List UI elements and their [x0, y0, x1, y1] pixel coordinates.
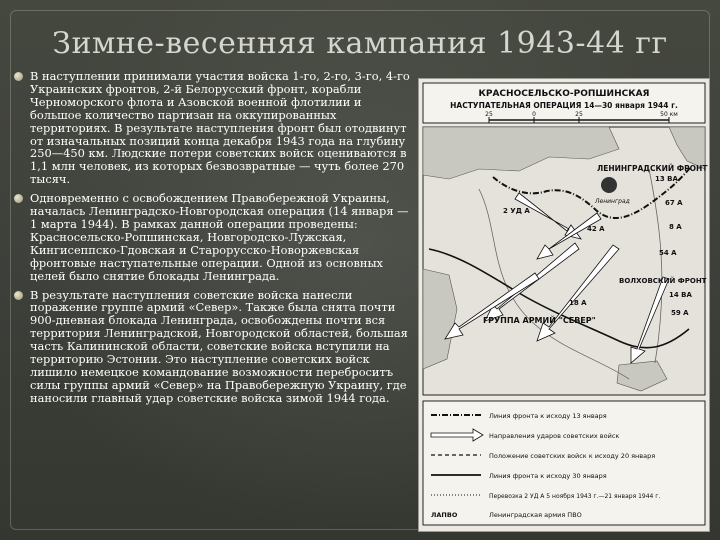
army-42a-label: 42 А [587, 225, 605, 233]
slide-content [14, 70, 414, 411]
army-group-north-label: ГРУППА АРМИЙ "СЕВЕР" [483, 316, 596, 325]
slide-title: Зимне-весенняя кампания 1943-44 гг [52, 26, 668, 61]
map-title-line1: КРАСНОСЕЛЬСКО-РОПШИНСКАЯ [478, 89, 650, 99]
army-13va-label: 13 ВА [655, 175, 678, 183]
army-8a-label: 8 А [669, 223, 682, 231]
scale-label: 25 [485, 111, 493, 118]
legend-code: ЛАПВО [431, 511, 458, 519]
city-leningrad-label: Ленинград [595, 198, 630, 205]
bullet-item [14, 289, 414, 405]
bullet-list [14, 70, 414, 405]
army-67a-label: 67 А [665, 199, 683, 207]
bullet-item [14, 192, 414, 282]
operation-map-svg [419, 79, 709, 531]
bullet-text: В наступлении принимали участия войска 1-го, 2-го, 3-го, 4-го Украинских фронтов, 2-й Белорусский фронт, корабли Черноморского флота и Азовской военной флотилии и большое количество партизан на оккупированных территориях. В результате наступления фронт был отодвинут от изначальных позиций конца декабря 1943 года на глубину 250—450 км. Людские потери советских войск оцениваются в 1,1 млн человек, из которых безвозвратные — чуть более 270 тысяч. [30, 69, 410, 187]
scale-label: 25 [575, 111, 583, 118]
bullet-icon [14, 194, 23, 203]
bullet-item [14, 70, 414, 186]
operation-map [418, 78, 710, 532]
scale-label: 0 [532, 111, 536, 118]
army-59a-label: 59 А [671, 309, 689, 317]
legend-label: Положение советских войск к исходу 20 января [489, 452, 656, 460]
bullet-text: В результате наступления советские войска нанесли поражение группе армий «Север». Также была снята почти 900-дневная блокада Ленинграда, освобождены почти вся территория Ленинградской, Новгородской областей, большая часть Калининской области, советские войска вступили на территорию Эстонии. Это наступление советских войск лишило немецкое командование возможности переброситъ силы группы армий «Север» на Правобережную Украину, где наносили главный удар советские войска зимой 1944 года. [30, 287, 408, 405]
army-14va-label: 14 ВА [669, 291, 692, 299]
army-18a-label: 18 А [569, 299, 587, 307]
bullet-icon [14, 291, 23, 300]
legend-label: Направления ударов советских войск [489, 432, 620, 440]
legend-label: Перевозка 2 УД А 5 ноября 1943 г.—21 января 1944 г. [489, 493, 661, 500]
bullet-icon [14, 72, 23, 81]
front-volkhov-label: ВОЛХОВСКИЙ ФРОНТ [619, 277, 707, 285]
bullet-text: Одновременно с освобождением Правобережной Украины, началась Ленинградско-Новгородская операция (14 января — 1 марта 1944). В рамках данной операции проведены: Красносельско-Ропшинская, Новгородско-Лужская, Кингисеппско-Гдовская и Старорусско-Новоржевская фронтовые наступательные операции. Одной из основных целей было снятие блокады Ленинграда. [30, 191, 409, 283]
front-leningrad-label: ЛЕНИНГРАДСКИЙ ФРОНТ [597, 164, 708, 173]
leningrad-city-marker [601, 177, 617, 193]
legend-label: Линия фронта к исходу 30 января [489, 472, 607, 480]
army-54a-label: 54 А [659, 249, 677, 257]
scale-label: 50 км [660, 111, 678, 118]
army-2uda-label: 2 УД А [503, 207, 530, 215]
legend-label: Ленинградская армия ПВО [489, 511, 582, 519]
map-title-line2: НАСТУПАТЕЛЬНАЯ ОПЕРАЦИЯ 14—30 января 1944 г. [450, 101, 678, 110]
legend-label: Линия фронта к исходу 13 января [489, 412, 607, 420]
